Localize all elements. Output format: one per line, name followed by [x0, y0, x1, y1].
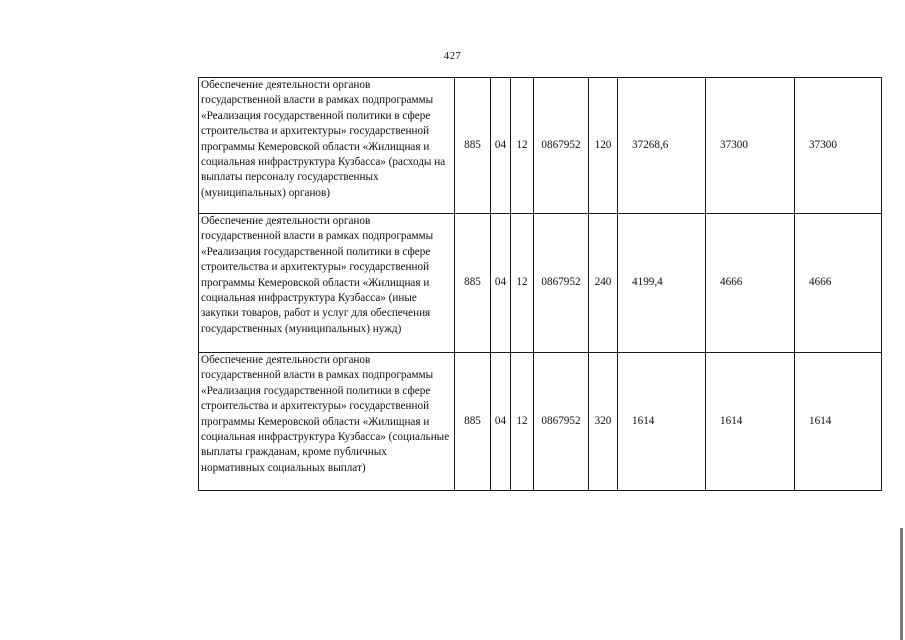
table-row [199, 214, 882, 353]
scan-edge-shadow [900, 528, 903, 640]
expense-description: Обеспечение деятельности органов государственной власти в рамках подпрограммы «Реализация государственной политики в сфере строительства и архитектуры» государственной программы Кемеровской области «Жилищная и социальная инфраструктура Кузбасса» (социальные выплаты гражданам, кроме публичных нормативных социальных выплат) [199, 353, 455, 491]
table-row [199, 353, 882, 491]
amount-1: 4199,4 [618, 214, 706, 353]
amount-2: 1614 [706, 353, 795, 491]
expense-type-code: 320 [589, 353, 618, 491]
amount-1: 37268,6 [618, 78, 706, 214]
table-row [199, 78, 882, 214]
amount-2: 4666 [706, 214, 795, 353]
expense-type-code: 240 [589, 214, 618, 353]
subsection-code: 12 [511, 78, 534, 214]
page-number: 427 [443, 50, 462, 62]
target-article-code: 0867952 [534, 78, 589, 214]
amount-3: 1614 [795, 353, 882, 491]
ministry-code: 885 [455, 78, 491, 214]
expense-description: Обеспечение деятельности органов государственной власти в рамках подпрограммы «Реализация государственной политики в сфере строительства и архитектуры» государственной программы Кемеровской области «Жилищная и социальная инфраструктура Кузбасса» (иные закупки товаров, работ и услуг для обеспечения государственных (муниципальных) нужд) [199, 214, 455, 353]
target-article-code: 0867952 [534, 353, 589, 491]
section-code: 04 [491, 353, 511, 491]
subsection-code: 12 [511, 353, 534, 491]
expense-description: Обеспечение деятельности органов государственной власти в рамках подпрограммы «Реализация государственной политики в сфере строительства и архитектуры» государственной программы Кемеровской области «Жилищная и социальная инфраструктура Кузбасса» (расходы на выплаты персоналу государственных (муниципальных) органов) [199, 78, 455, 214]
subsection-code: 12 [511, 214, 534, 353]
amount-2: 37300 [706, 78, 795, 214]
expense-type-code: 120 [589, 78, 618, 214]
budget-table [198, 77, 882, 491]
amount-3: 37300 [795, 78, 882, 214]
section-code: 04 [491, 214, 511, 353]
target-article-code: 0867952 [534, 214, 589, 353]
section-code: 04 [491, 78, 511, 214]
ministry-code: 885 [455, 353, 491, 491]
ministry-code: 885 [455, 214, 491, 353]
amount-3: 4666 [795, 214, 882, 353]
amount-1: 1614 [618, 353, 706, 491]
